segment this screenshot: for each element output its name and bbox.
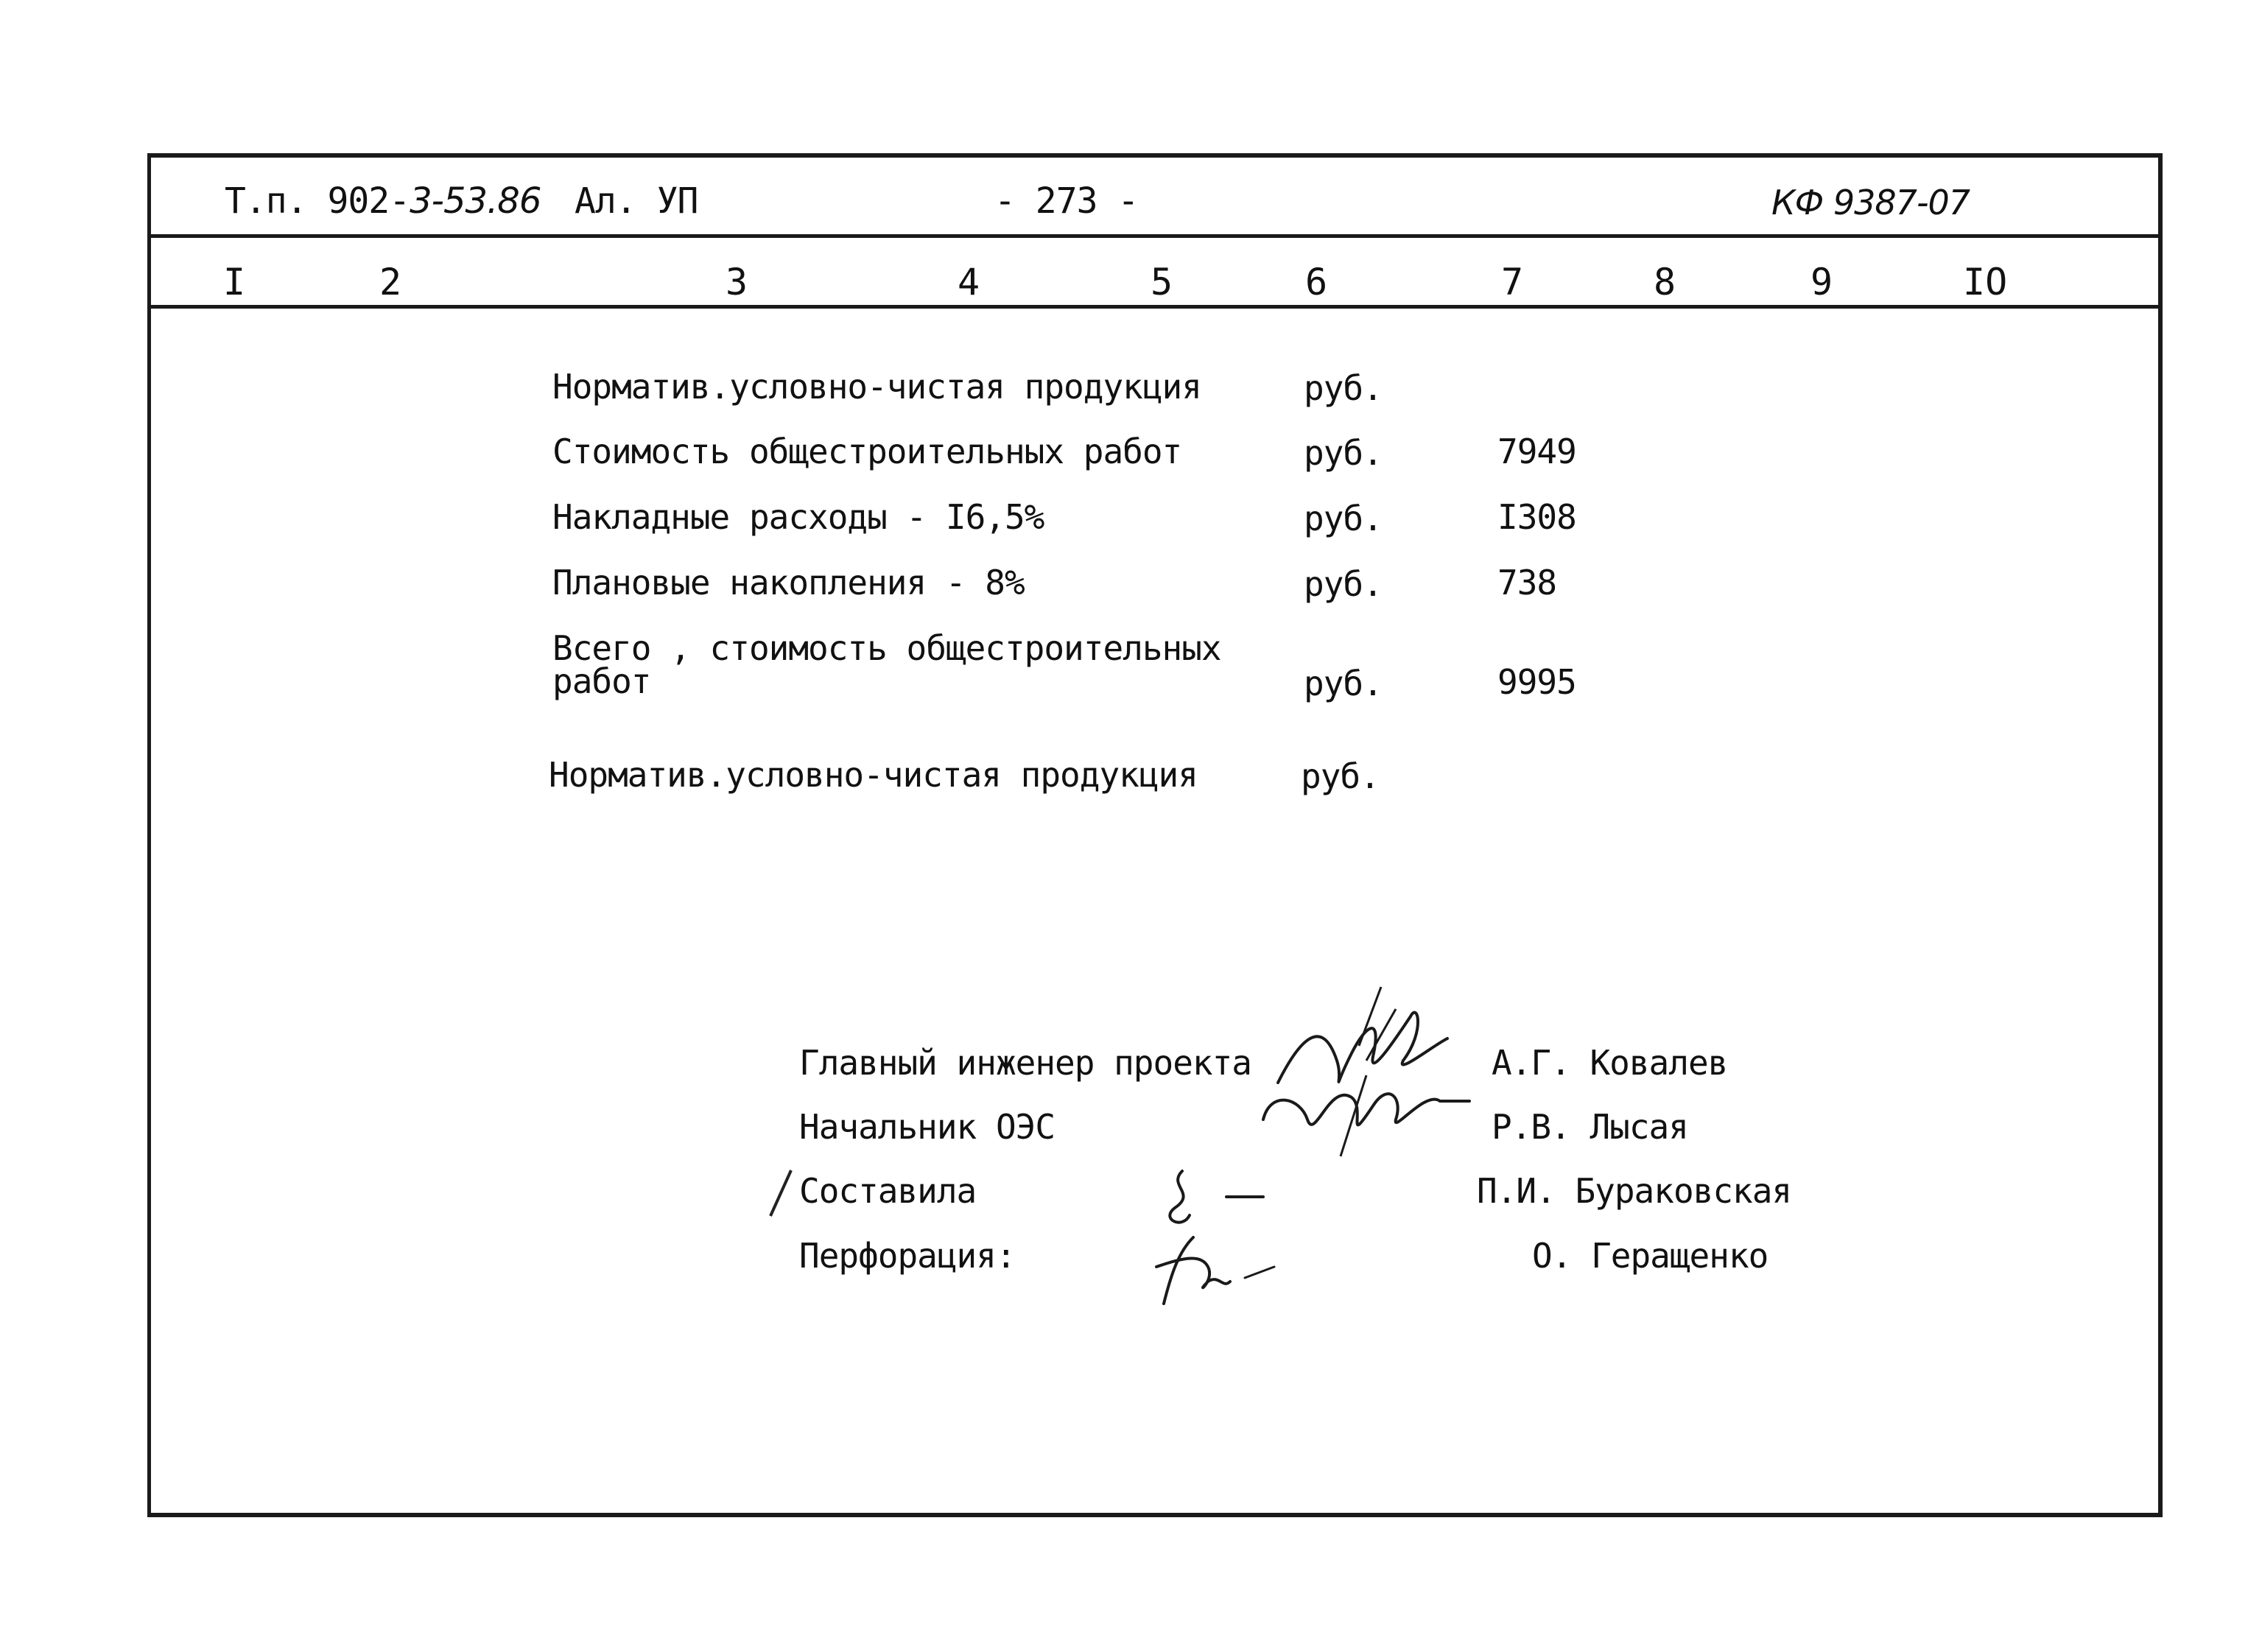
column-number-7: 7 — [1501, 261, 1524, 303]
slash-mark — [766, 1167, 795, 1222]
handwritten-signature-perforation — [1134, 1223, 1282, 1314]
row-5-name-line2: работ — [552, 661, 651, 701]
row-4-unit: руб. — [1304, 564, 1383, 604]
row-3-name: Накладные расходы - I6,5% — [552, 497, 1044, 537]
signature-role-chief-engineer: Главный инженер проекта — [799, 1043, 1251, 1083]
doc-code-prefix: Т.п. 902- — [225, 180, 410, 222]
row-2-name: Стоимость общестроительных работ — [552, 432, 1182, 471]
handwritten-signature-chief-engineer — [1256, 972, 1477, 1167]
column-number-4: 4 — [958, 261, 980, 303]
column-number-2: 2 — [379, 261, 402, 303]
column-number-8: 8 — [1654, 261, 1676, 303]
row-3-unit: руб. — [1304, 499, 1383, 538]
signature-role-perforation: Перфорация: — [799, 1236, 1016, 1276]
column-number-1: I — [223, 261, 246, 303]
row-5-value: 9995 — [1497, 662, 1576, 702]
column-number-9: 9 — [1810, 261, 1833, 303]
row-2-value: 7949 — [1497, 432, 1576, 471]
row-4-name: Плановые накопления - 8% — [552, 563, 1025, 602]
row-5-name-line1: Всего , стоимость общестроительных — [552, 628, 1221, 668]
column-numbers-divider — [147, 305, 2163, 309]
header-ref-code: КФ 9387-07 — [1771, 183, 1970, 222]
row-4-value: 738 — [1497, 563, 1557, 602]
signature-role-compiled-by: Составила — [799, 1171, 977, 1211]
header-doc-code — [225, 180, 541, 222]
column-number-10: IO — [1963, 261, 2008, 303]
signature-person-head-oes: Р.В. Лысая — [1492, 1107, 1688, 1147]
row-2-unit: руб. — [1304, 433, 1383, 473]
signature-person-compiled-by: П.И. Бураковская — [1477, 1171, 1792, 1211]
column-number-3: 3 — [726, 261, 748, 303]
row-3-value: I308 — [1497, 497, 1576, 537]
row-1-name: Норматив.условно-чистая продукция — [552, 367, 1201, 407]
row-1-unit: руб. — [1304, 368, 1383, 408]
signature-person-chief-engineer: А.Г. Ковалев — [1492, 1043, 1728, 1083]
row-6-name: Норматив.условно-чистая продукция — [549, 755, 1198, 795]
column-number-6: 6 — [1305, 261, 1328, 303]
doc-code-handwritten: 3-53.86 — [410, 180, 541, 222]
signature-person-perforation: О. Геращенко — [1532, 1236, 1768, 1276]
header-page-number: - 273 - — [994, 180, 1139, 222]
column-number-5: 5 — [1151, 261, 1173, 303]
row-6-unit: руб. — [1301, 756, 1380, 796]
header-album: Ал. УП — [575, 180, 698, 222]
signature-role-head-oes: Начальник ОЭС — [799, 1107, 1056, 1147]
row-5-unit: руб. — [1304, 664, 1383, 703]
header-divider — [147, 234, 2163, 238]
